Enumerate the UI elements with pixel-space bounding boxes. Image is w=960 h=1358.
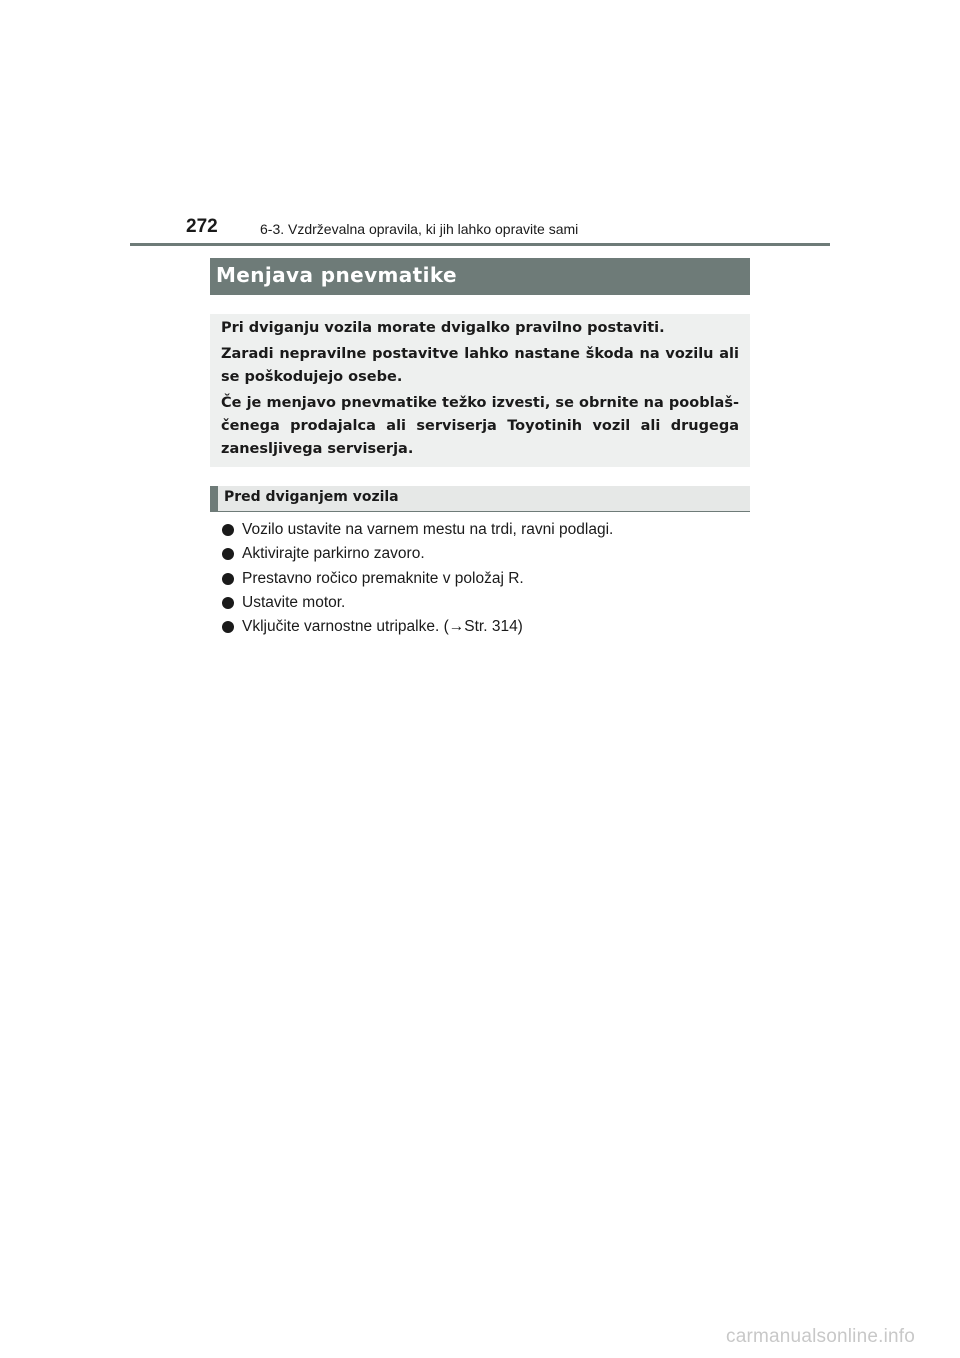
- bullet-icon: [222, 548, 234, 560]
- bullet-list: [222, 518, 613, 639]
- subsection-accent-bar: [210, 486, 218, 511]
- bullet-icon: [222, 597, 234, 609]
- list-item-text: Aktivirajte parkirno zavoro.: [242, 545, 425, 563]
- intro-paragraph-1: Pri dviganju vozila morate dvigalko pravilno postaviti.: [221, 320, 665, 336]
- chapter-title: 6-3. Vzdrževalna opravila, ki jih lahko opravite sami: [260, 221, 579, 237]
- subsection-title: Pred dviganjem vozila: [224, 489, 399, 505]
- subsection-banner: [210, 486, 750, 512]
- bullet-icon: [222, 573, 234, 585]
- bullet-icon: [222, 524, 234, 536]
- section-title: Menjava pnevmatike: [216, 263, 457, 287]
- intro-paragraph-3: Če je menjavo pnevmatike težko izvesti, se obrnite na pooblaš- čenega prodajalca ali serviserja Toyotinih vozil ali drugega zanesljivega serviserja.: [221, 395, 739, 457]
- list-item: [222, 567, 613, 591]
- list-item-text: Vozilo ustavite na varnem mestu na trdi, ravni podlagi.: [242, 521, 614, 539]
- page-number: 272: [186, 216, 218, 237]
- list-item: [222, 591, 613, 615]
- section-banner: [210, 258, 750, 295]
- intro-box: [210, 314, 750, 467]
- list-item-text: Prestavno ročico premaknite v položaj R.: [242, 569, 524, 587]
- list-item-text: Ustavite motor.: [242, 594, 346, 612]
- list-item: [222, 518, 613, 542]
- list-item: [222, 615, 613, 639]
- list-item-text: Vključite varnostne utripalke. (→Str. 314): [242, 618, 523, 636]
- watermark: carmanualsonline.info: [726, 1326, 916, 1347]
- header-divider: [130, 243, 830, 246]
- bullet-icon: [222, 621, 234, 633]
- intro-paragraph-2: Zaradi nepravilne postavitve lahko nastane škoda na vozilu ali se poškodujejo osebe.: [221, 346, 739, 385]
- list-item: [222, 542, 613, 566]
